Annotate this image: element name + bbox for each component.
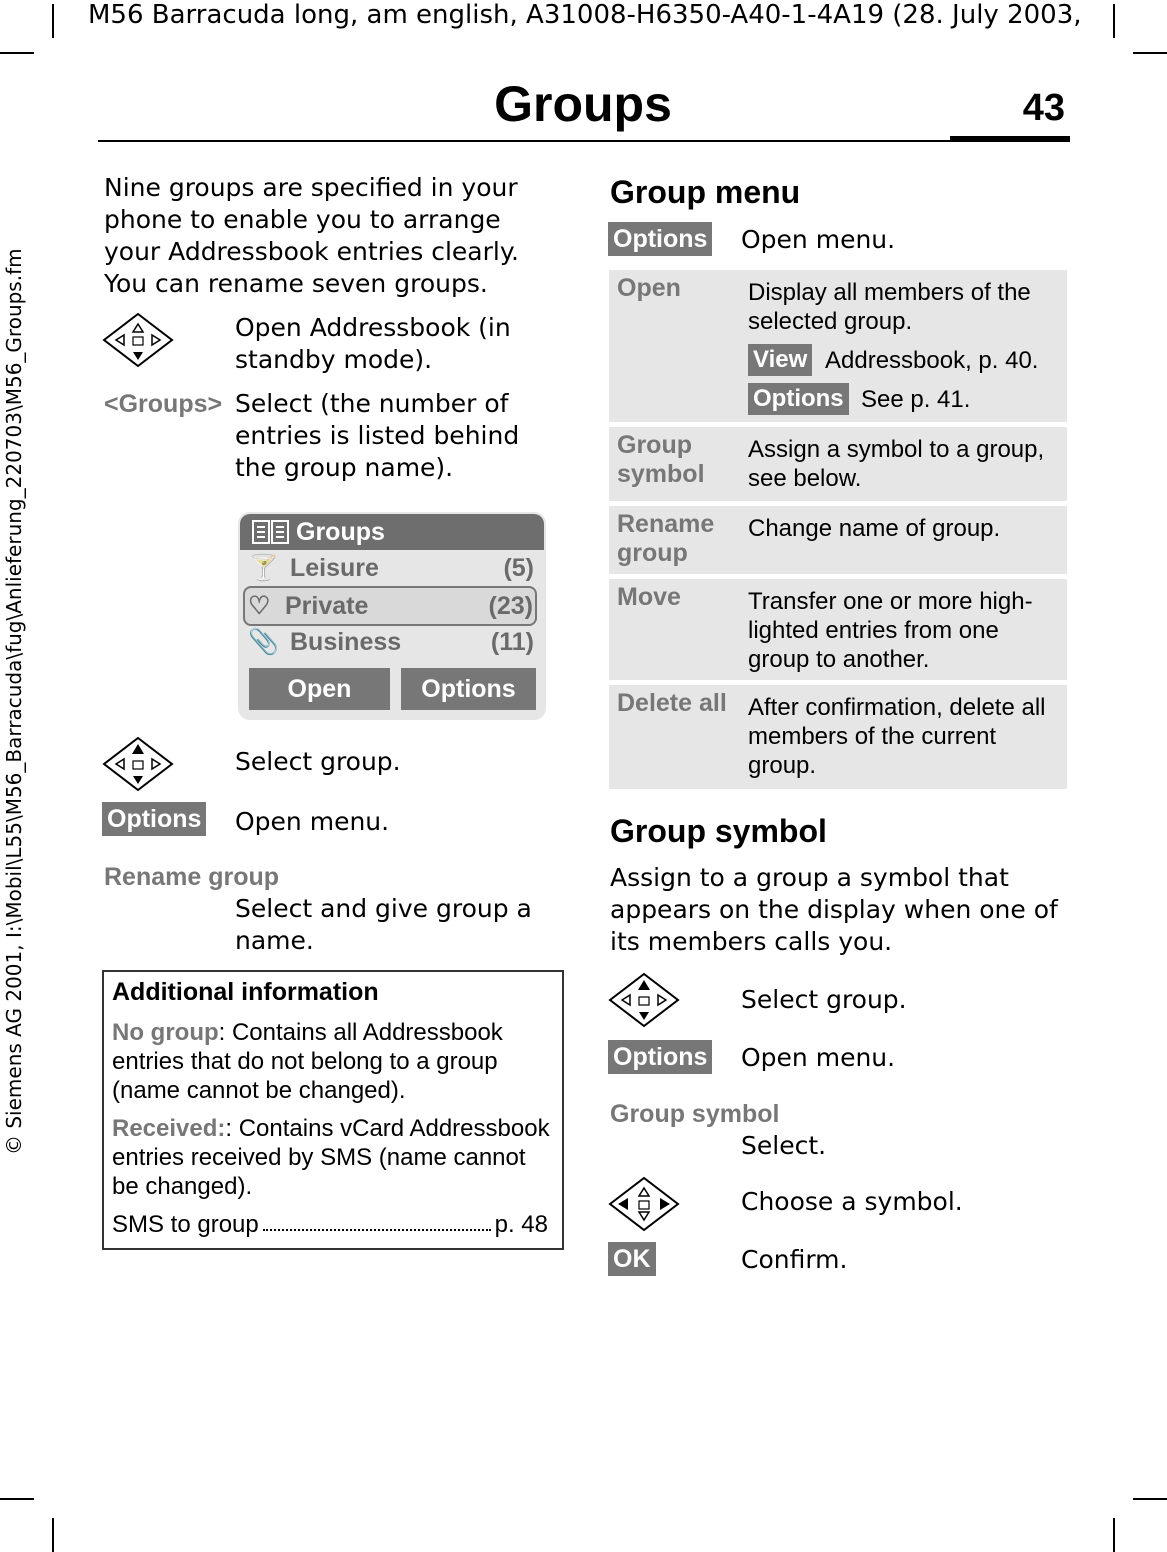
screen-title: Groups xyxy=(296,518,385,546)
group-symbol-heading: Group symbol xyxy=(610,813,827,849)
nav-key-icon xyxy=(102,736,174,792)
title-rule xyxy=(98,140,1070,142)
step-select-groups: Select (the number of entries is listed behind the group name). xyxy=(235,389,520,482)
step-open-menu: Open menu. xyxy=(235,807,390,836)
groups-softkey-label: <Groups> xyxy=(104,390,223,418)
screen-title-bar xyxy=(240,514,544,550)
running-header: M56 Barracuda long, am english, A31008-H6350-A40-1-4A19 (28. July 2003, xyxy=(88,0,1082,30)
group-count: (11) xyxy=(490,628,534,656)
screen-options-button[interactable]: Options xyxy=(401,668,536,710)
crop-mark xyxy=(0,52,34,54)
symbol-step-select: Select. xyxy=(741,1131,827,1160)
heart-icon: ♡ xyxy=(248,592,271,620)
options-ref: See p. 41. xyxy=(861,386,971,413)
menu-key: Rename group xyxy=(617,510,715,567)
paperclip-icon: 📎 xyxy=(248,628,280,656)
menu-desc: Assign a symbol to a group, see below. xyxy=(748,436,1045,492)
menu-desc: Change name of group. xyxy=(748,515,1001,542)
symbol-step-select-group: Select group. xyxy=(741,985,907,1014)
phone-screen xyxy=(238,512,546,720)
crop-mark xyxy=(0,1498,34,1500)
info-label: Received: xyxy=(112,1115,226,1142)
crop-mark xyxy=(1133,52,1167,54)
menu-row-rename-group[interactable] xyxy=(609,506,1067,574)
info-text: : Contains all Addressbook entries that do not belong to a group (name cannot be changed). xyxy=(112,1019,503,1104)
group-name: Private xyxy=(285,592,369,620)
symbol-step-choose: Choose a symbol. xyxy=(741,1187,963,1216)
menu-key: Group symbol xyxy=(617,431,705,488)
nav-key-icon xyxy=(608,1176,680,1232)
menu-row-open[interactable] xyxy=(609,270,1067,422)
group-row-private[interactable] xyxy=(243,586,537,626)
info-text: : Contains vCard Addressbook entries received by SMS (name cannot be changed). xyxy=(112,1115,550,1200)
menu-key: Move xyxy=(617,583,681,611)
symbol-step-confirm: Confirm. xyxy=(741,1245,848,1274)
menu-key: Delete all xyxy=(617,689,727,717)
info-title: Additional information xyxy=(112,978,379,1006)
info-ref-page[interactable]: p. 48 xyxy=(494,1211,548,1238)
rename-group-label: Rename group xyxy=(104,863,280,891)
group-symbol-intro: Assign to a group a symbol that appears on the display when one of its members calls you. xyxy=(610,863,1058,956)
options-key[interactable]: Options xyxy=(608,222,712,256)
intro-text: Nine groups are specified in your phone to enable you to arrange your Addressbook entries clearly. You can rename seven groups. xyxy=(104,173,520,298)
nav-key-icon xyxy=(102,312,174,368)
group-menu-heading: Group menu xyxy=(610,174,801,210)
addressbook-icon xyxy=(252,520,290,544)
options-key[interactable]: Options xyxy=(102,802,206,836)
open-menu-text: Open menu. xyxy=(741,225,896,254)
view-ref: Addressbook, p. 40. xyxy=(825,347,1039,374)
step-open-addressbook: Open Addressbook (in standby mode). xyxy=(235,313,511,374)
crop-mark xyxy=(1133,1498,1167,1500)
menu-key: Open xyxy=(617,274,681,302)
page-title: Groups xyxy=(494,76,672,132)
info-received xyxy=(112,1114,556,1201)
menu-desc: After confirmation, delete all members of the current group. xyxy=(748,694,1046,779)
group-row-leisure[interactable] xyxy=(246,550,534,586)
view-key[interactable]: View xyxy=(748,344,812,376)
options-key[interactable]: Options xyxy=(748,383,849,415)
menu-row-delete-all[interactable] xyxy=(609,685,1067,789)
info-label: No group xyxy=(112,1019,219,1046)
symbol-step-open-menu: Open menu. xyxy=(741,1043,896,1072)
info-ref-text: SMS to group xyxy=(112,1211,259,1238)
menu-desc: Transfer one or more high-lighted entries from one group to another. xyxy=(748,588,1033,673)
crop-mark xyxy=(52,4,54,38)
page-number: 43 xyxy=(1022,87,1065,129)
info-sms-to-group xyxy=(112,1210,548,1239)
ok-key[interactable]: OK xyxy=(608,1242,656,1276)
options-key[interactable]: Options xyxy=(608,1040,712,1074)
crop-mark xyxy=(1113,4,1115,38)
group-name: Business xyxy=(290,628,402,656)
rename-group-text: Select and give group a name. xyxy=(235,894,532,955)
group-count: (5) xyxy=(503,554,534,582)
crop-mark xyxy=(52,1518,54,1552)
menu-desc: Display all members of the selected group. xyxy=(748,279,1031,335)
menu-row-move[interactable] xyxy=(609,579,1067,680)
dot-leader xyxy=(263,1210,491,1231)
crop-mark xyxy=(1113,1518,1115,1552)
group-row-business[interactable] xyxy=(246,624,534,660)
glasses-icon: 🍸 xyxy=(248,554,280,582)
menu-row-group-symbol[interactable] xyxy=(609,427,1067,501)
title-rule-accent xyxy=(950,136,1070,142)
group-name: Leisure xyxy=(290,554,379,582)
info-no-group xyxy=(112,1018,556,1105)
side-copyright: © Siemens AG 2001, I:\Mobil\L55\M56_Barracuda\fug\Anlieferung_220703\M56_Groups.fm xyxy=(2,248,26,1155)
nav-key-icon xyxy=(608,972,680,1028)
screen-open-button[interactable]: Open xyxy=(249,668,390,710)
step-select-group: Select group. xyxy=(235,747,401,776)
group-count: (23) xyxy=(488,592,533,620)
group-symbol-label: Group symbol xyxy=(610,1100,780,1128)
additional-info-box xyxy=(102,970,564,1250)
